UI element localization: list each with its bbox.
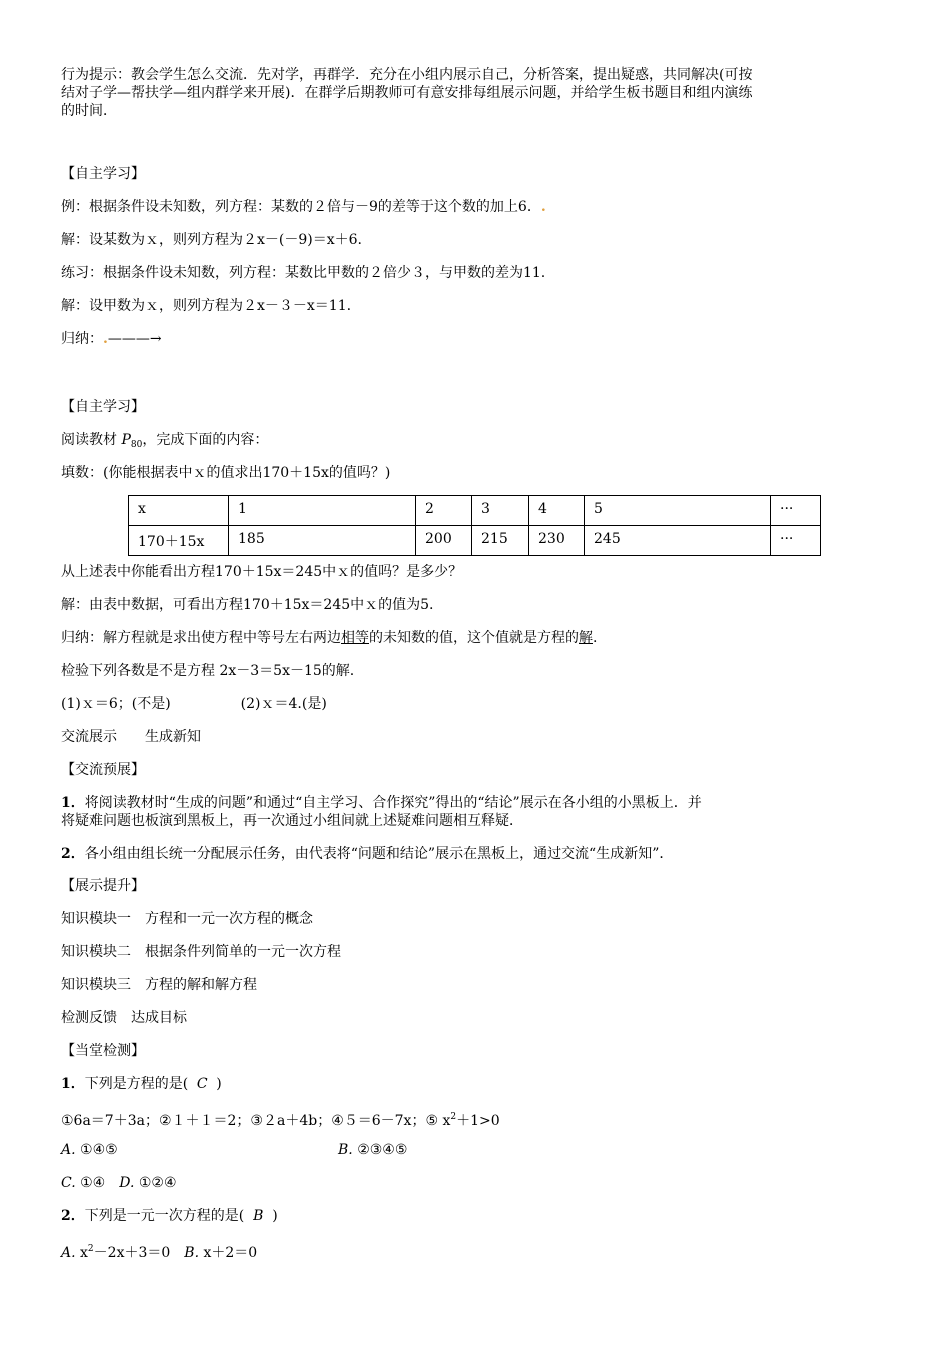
summary-text-b: 的未知数的值，这个值就是方程的	[369, 630, 579, 646]
option-label: C.	[61, 1175, 76, 1191]
summary-label: 归纳：	[61, 331, 103, 347]
question-stem: 下列是方程的是(	[84, 1076, 189, 1092]
option-label: D.	[119, 1175, 135, 1191]
table-cell: ···	[771, 526, 821, 556]
feedback-title: 检测反馈 达成目标	[61, 1010, 187, 1026]
question-1-items	[61, 1108, 500, 1130]
check-prompt: 检验下列各数是不是方程 2x－3＝5x－15的解.	[61, 663, 355, 679]
option-text: ①④⑤	[80, 1142, 118, 1158]
table-cell: 5	[585, 496, 771, 526]
table-cell: 185	[229, 526, 416, 556]
knowledge-module-1: 知识模块一 方程和一元一次方程的概念	[61, 911, 313, 927]
superscript: 2	[450, 1112, 457, 1122]
table-cell: 200	[416, 526, 472, 556]
question-2-options	[61, 1240, 257, 1262]
item-number: 1．	[61, 795, 85, 811]
summary-2	[61, 629, 597, 647]
superscript: 2	[87, 1244, 94, 1254]
section-heading-self-study-1: 【自主学习】	[61, 166, 145, 182]
option-text: x＋2＝0	[203, 1245, 258, 1261]
preview-item-1-line-2: 将疑难问题也板演到黑板上，再一次通过小组间就上述疑难问题相互释疑．	[61, 813, 523, 829]
table-cell: 2	[416, 496, 472, 526]
underlined-answer: 相等	[341, 630, 369, 646]
option-text: ①②④	[138, 1175, 177, 1191]
question-answer: B	[253, 1208, 264, 1224]
question-answer: C	[196, 1076, 208, 1092]
exchange-title: 交流展示 生成新知	[61, 729, 201, 745]
items-text: ＋1>0	[456, 1113, 500, 1129]
example-sentence: 例：根据条件设未知数，列方程：某数的２倍与－9的差等于这个数的加上6．	[61, 199, 541, 215]
table-cell: 245	[585, 526, 771, 556]
check-answers	[61, 695, 327, 713]
option-text: ②③④⑤	[357, 1142, 408, 1158]
knowledge-module-3: 知识模块三 方程的解和解方程	[61, 977, 257, 993]
table-cell: 1	[229, 496, 416, 526]
underlined-answer: 解	[579, 630, 593, 646]
question-close: )	[272, 1208, 278, 1224]
table-cell: ···	[771, 496, 821, 526]
arrow-icon: ———→	[107, 331, 162, 347]
exercise-text: 练习：根据条件设未知数，列方程：某数比甲数的２倍少３，与甲数的差为11.	[61, 265, 546, 281]
table-cell: 4	[529, 496, 585, 526]
table-row	[129, 496, 821, 526]
improve-heading: 【展示提升】	[61, 878, 145, 894]
item-text: 各小组由组长统一分配展示任务，由代表将“问题和结论”展示在黑板上，通过交流“生成新知”．	[84, 846, 674, 862]
question-1	[61, 1075, 222, 1093]
question-2	[61, 1207, 278, 1225]
option-label: B.	[338, 1142, 353, 1158]
fill-prompt: 填数：(你能根据表中ｘ的值求出170＋15x的值吗？)	[61, 465, 391, 481]
read-suffix: ，完成下面的内容：	[142, 432, 269, 448]
question-number: 1．	[61, 1076, 85, 1092]
check-item-2: (2)ｘ＝4.(是)	[240, 696, 327, 712]
table-cell: x	[129, 496, 229, 526]
table-cell: 3	[472, 496, 529, 526]
summary-text-a: 归纳：解方程就是求出使方程中等号左右两边	[61, 630, 341, 646]
test-heading: 【当堂检测】	[61, 1043, 145, 1059]
mark-dot: .	[103, 331, 108, 347]
question-close: )	[216, 1076, 222, 1092]
table-solution: 解：由表中数据，可看出方程170＋15x＝245中ｘ的值为5.	[61, 597, 434, 613]
section-heading-self-study-2: 【自主学习】	[61, 399, 145, 415]
exercise-solution: 解：设甲数为ｘ，则列方程为２x－３－x＝11.	[61, 298, 352, 314]
hint-line-3: 的时间．	[61, 103, 117, 119]
example-solution: 解：设某数为ｘ，则列方程为２x－(－9)＝x＋6.	[61, 232, 362, 248]
page-number: 80	[130, 440, 143, 450]
table-cell: 230	[529, 526, 585, 556]
check-item-1: (1)ｘ＝6；(不是)	[61, 696, 171, 712]
item-text: 将阅读教材时“生成的问题”和通过“自主学习、合作探究”得出的“结论”展示在各小组的小黑板上．并	[84, 795, 702, 811]
table-row	[129, 526, 821, 556]
hint-line-2: 结对子学—帮扶学—组内群学来开展)．在群学后期教师可有意安排每组展示问题，并给学生板书题目和组内演练	[61, 85, 753, 101]
value-table	[128, 495, 821, 556]
read-prefix: 阅读教材	[61, 432, 117, 448]
summary-1	[61, 330, 162, 348]
preview-item-2	[61, 845, 673, 863]
mark-dot: .	[540, 199, 546, 215]
option-label: B.	[184, 1245, 200, 1261]
hint-line-1: 行为提示：教会学生怎么交流．先对学，再群学．充分在小组内展示自己，分析答案，提出疑惑，共同解决(可按	[61, 67, 753, 83]
question-stem: 下列是一元一次方程的是(	[84, 1208, 245, 1224]
items-text: ①6a＝7＋3a；②１＋１＝2；③２a＋4b；④５＝6－7x；⑤ x	[61, 1113, 451, 1129]
preview-item-1-line-1	[61, 794, 702, 812]
option-text: x	[80, 1245, 88, 1261]
option-text: －2x＋3＝0	[93, 1245, 171, 1261]
question-number: 2．	[61, 1208, 85, 1224]
table-cell: 215	[472, 526, 529, 556]
preview-heading: 【交流预展】	[61, 762, 145, 778]
table-cell: 170＋15x	[129, 526, 229, 556]
knowledge-module-2: 知识模块二 根据条件列简单的一元一次方程	[61, 944, 341, 960]
question-1-option-a	[61, 1141, 118, 1159]
table-question: 从上述表中你能看出方程170＋15x＝245中ｘ的值吗？是多少？	[61, 564, 463, 580]
page-letter: P	[121, 432, 131, 448]
question-1-option-b	[338, 1141, 407, 1159]
summary-text-c: .	[593, 630, 598, 646]
item-number: 2．	[61, 846, 85, 862]
example-text	[61, 198, 546, 216]
option-label: A.	[61, 1245, 76, 1261]
option-text: ①④	[80, 1175, 106, 1191]
read-textbook	[61, 431, 268, 454]
question-1-options-cd	[61, 1174, 177, 1192]
option-label: A.	[61, 1142, 76, 1158]
